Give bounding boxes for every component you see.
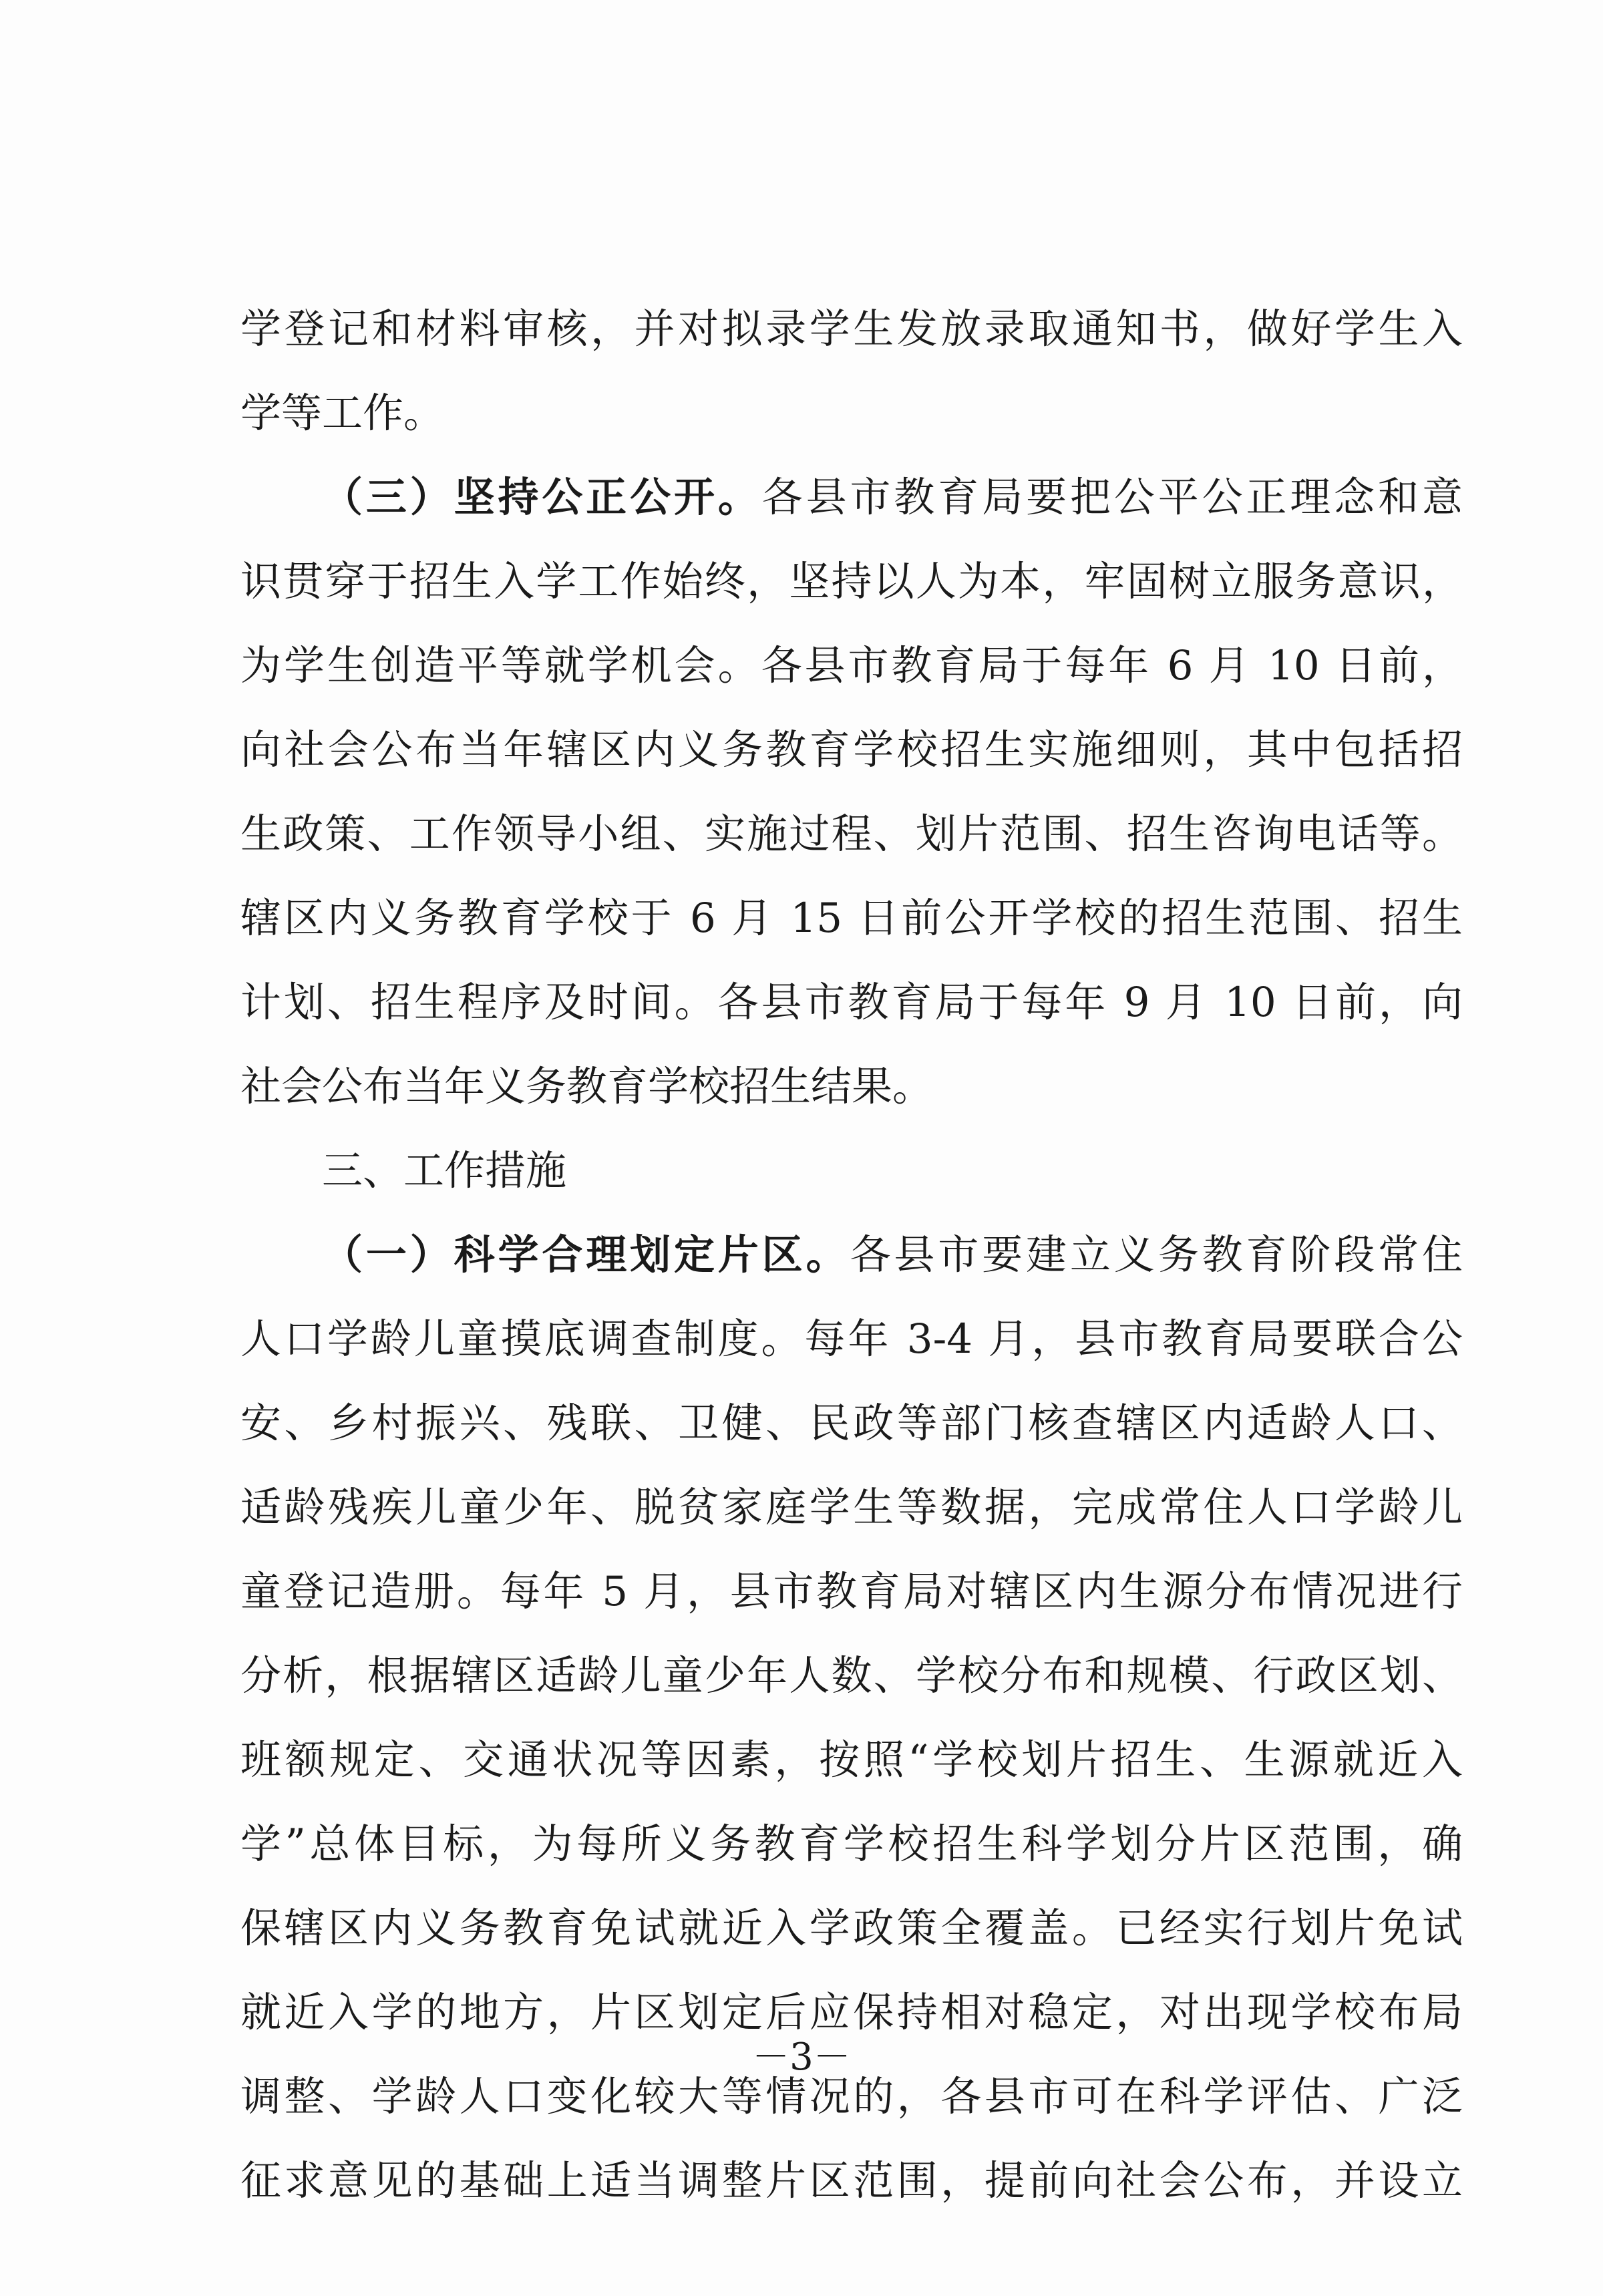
- section-lead-bold: （一）科学合理划定片区。: [322, 1231, 850, 1279]
- body-line: 学登记和材料审核，并对拟录学生发放录取通知书，做好学生入: [240, 305, 1463, 353]
- body-line: 就近入学的地方，片区划定后应保持相对稳定，对出现学校布局: [240, 1989, 1463, 2036]
- body-line: 为学生创造平等就学机会。各县市教育局于每年 6 月 10 日前，: [240, 642, 1463, 689]
- body-line: 班额规定、交通状况等因素，按照“学校划片招生、生源就近入: [240, 1736, 1463, 1784]
- body-line: 适龄残疾儿童少年、脱贫家庭学生等数据，完成常住人口学龄儿: [240, 1484, 1463, 1531]
- body-line: 学”总体目标，为每所义务教育学校招生科学划分片区范围，确: [240, 1820, 1463, 1868]
- body-line: 征求意见的基础上适当调整片区范围，提前向社会公布，并设立: [240, 2157, 1463, 2204]
- document-body: [240, 287, 1463, 2223]
- body-line: 安、乡村振兴、残联、卫健、民政等部门核查辖区内适龄人口、: [240, 1400, 1463, 1447]
- body-line: [240, 1213, 1463, 1297]
- body-line: 向社会公布当年辖区内义务教育学校招生实施细则，其中包括招: [240, 726, 1463, 774]
- body-text: 各县市要建立义务教育阶段常住: [850, 1231, 1463, 1279]
- page-number: －3－: [752, 2035, 851, 2079]
- body-line: 识贯穿于招生入学工作始终，坚持以人为本，牢固树立服务意识，: [240, 558, 1463, 605]
- body-line: 童登记造册。每年 5 月，县市教育局对辖区内生源分布情况进行: [240, 1568, 1463, 1615]
- body-line: 辖区内义务教育学校于 6 月 15 日前公开学校的招生范围、招生: [240, 894, 1463, 942]
- body-line: 保辖区内义务教育免试就近入学政策全覆盖。已经实行划片免试: [240, 1905, 1463, 1952]
- section-heading: 三、工作措施: [322, 1147, 567, 1194]
- body-line: 社会公布当年义务教育学校招生结果。: [240, 1063, 934, 1110]
- body-text: 各县市教育局要把公平公正理念和意: [761, 474, 1463, 521]
- body-line: 分析，根据辖区适龄儿童少年人数、学校分布和规模、行政区划、: [240, 1652, 1463, 1699]
- body-line: 学等工作。: [240, 389, 445, 437]
- section-lead-bold: （三）坚持公正公开。: [322, 474, 762, 521]
- body-line: 生政策、工作领导小组、实施过程、划片范围、招生咨询电话等。: [240, 810, 1463, 858]
- body-line: 调整、学龄人口变化较大等情况的，各县市可在科学评估、广泛: [240, 2073, 1463, 2120]
- body-line: 人口学龄儿童摸底调查制度。每年 3-4 月，县市教育局要联合公: [240, 1315, 1463, 1363]
- body-line: [240, 456, 1463, 540]
- body-line: 计划、招生程序及时间。各县市教育局于每年 9 月 10 日前，向: [240, 979, 1463, 1026]
